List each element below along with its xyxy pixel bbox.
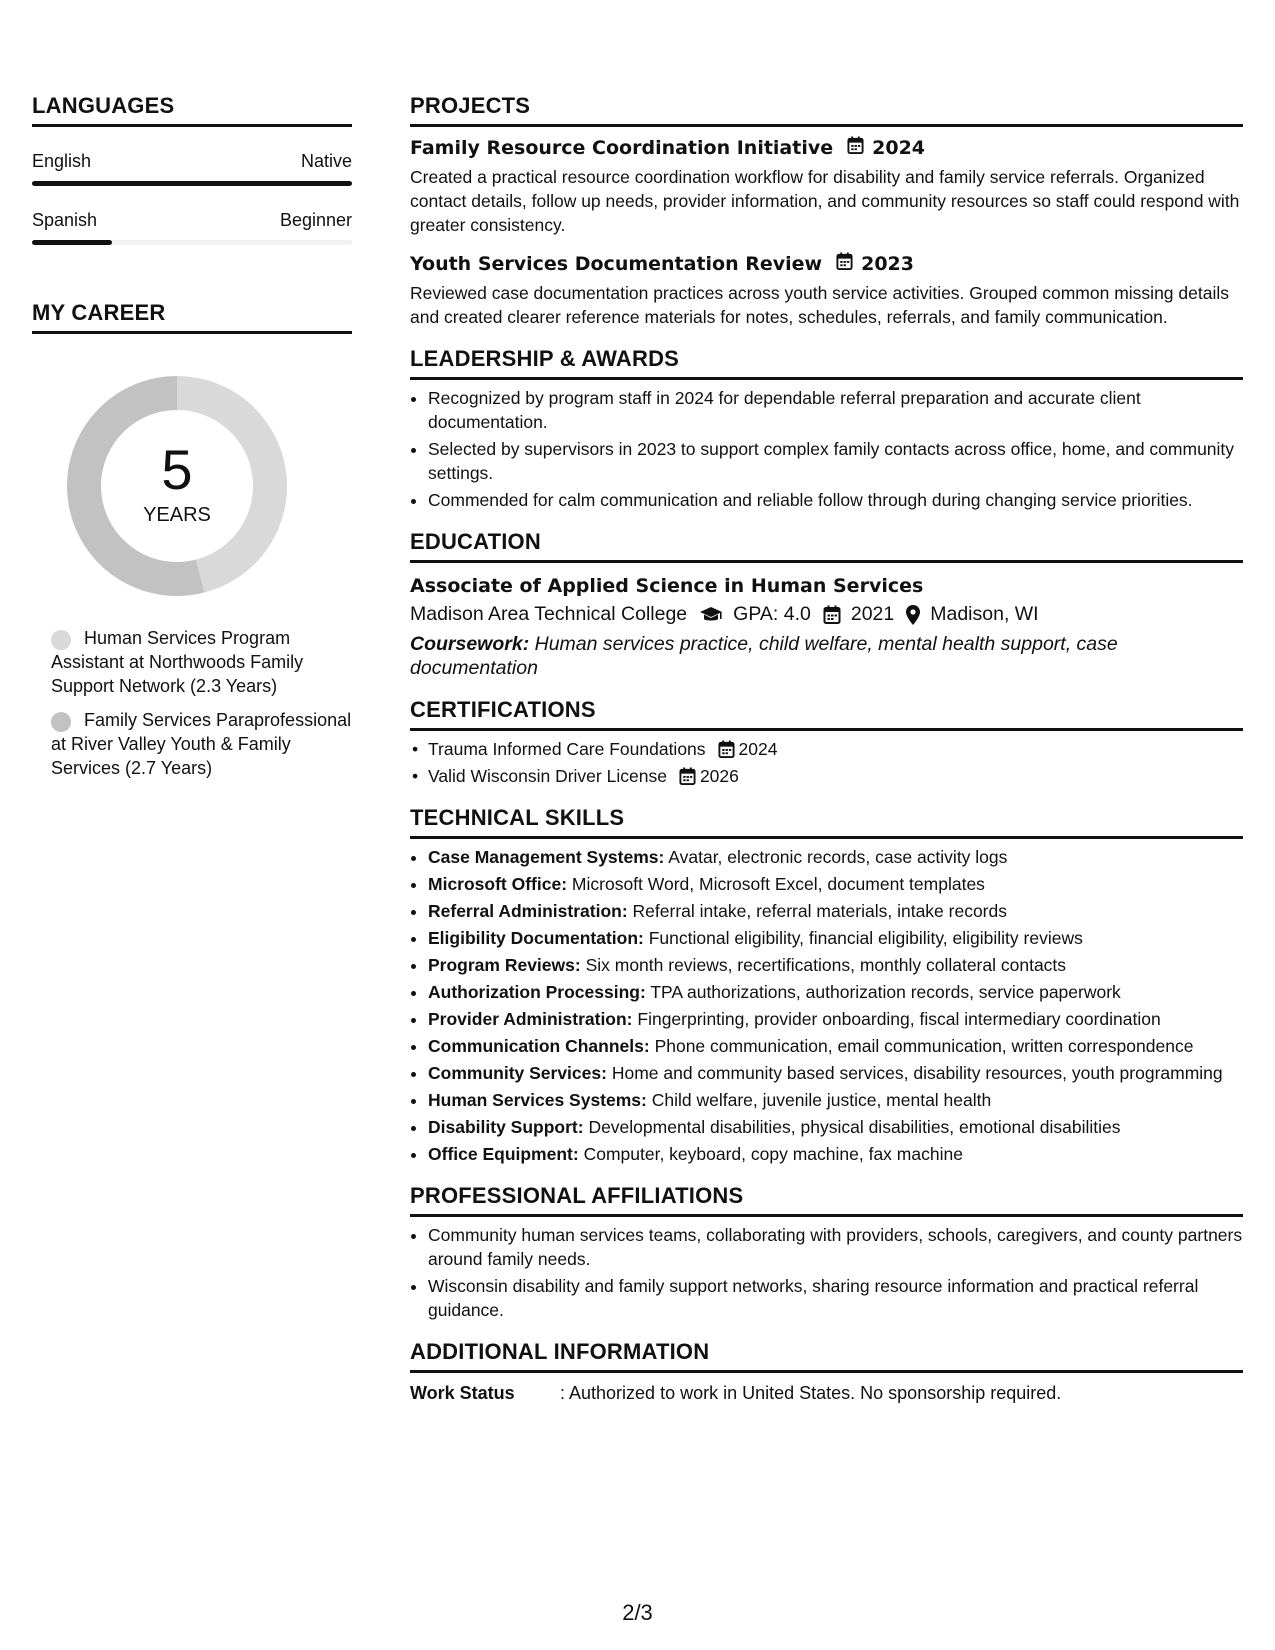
skill-item: [428, 1088, 1243, 1112]
career-legend-item: [51, 626, 352, 698]
language-name: English: [32, 151, 92, 171]
education-heading: EDUCATION: [410, 530, 1243, 563]
languages-heading: LANGUAGES: [32, 94, 352, 127]
skills-list: [410, 845, 1243, 1166]
career-legend-label: Human Services Program Assistant at Northwoods Family Support Network (2.3 Years): [51, 628, 304, 696]
certification-year: 2026: [699, 766, 739, 786]
skill-values: Fingerprinting, provider onboarding, fiscal intermediary coordination: [637, 1009, 1161, 1029]
skill-item: [428, 980, 1243, 1004]
calendar-icon: [836, 251, 853, 277]
calendar-icon: [847, 135, 864, 161]
skill-category: Eligibility Documentation:: [428, 928, 644, 948]
skill-values: Computer, keyboard, copy machine, fax machine: [583, 1144, 963, 1164]
language-name: Spanish: [32, 210, 98, 230]
language-proficiency-bar: [32, 181, 352, 186]
coursework: [410, 632, 1243, 680]
language-proficiency-bar: [32, 240, 352, 245]
leadership-list: [410, 386, 1243, 512]
skill-item: [428, 1115, 1243, 1139]
languages-list: [32, 151, 352, 245]
calendar-icon: [679, 767, 696, 785]
education-details: [410, 603, 1243, 626]
certifications-heading: CERTIFICATIONS: [410, 698, 1243, 731]
career-legend-label: Family Services Paraprofessional at River Valley Youth & Family Services (2.7 Years): [51, 710, 352, 778]
skill-item: [428, 1007, 1243, 1031]
left-column: [32, 94, 352, 780]
leadership-item: • Commended for calm communication and reliable follow through during changing service priorities.: [428, 488, 1243, 512]
right-column: [410, 94, 1243, 1404]
projects-heading: PROJECTS: [410, 94, 1243, 127]
project-title-row: [410, 251, 1243, 277]
skill-category: Human Services Systems:: [428, 1090, 647, 1110]
skill-item: [428, 1142, 1243, 1166]
career-total-unit: YEARS: [143, 504, 211, 526]
certification-name: • Trauma Informed Care Foundations: [428, 739, 706, 759]
skill-values: Functional eligibility, financial eligibility, eligibility reviews: [648, 928, 1083, 948]
career-legend-item: [51, 708, 352, 780]
skill-values: Referral intake, referral materials, intake records: [632, 901, 1007, 921]
page-number: 2/3: [622, 1600, 653, 1625]
skill-values: Phone communication, email communication, written correspondence: [654, 1036, 1194, 1056]
language-proficiency-fill: [32, 240, 112, 245]
education-location: Madison, WI: [930, 603, 1039, 625]
skill-category: Authorization Processing:: [428, 982, 646, 1002]
graduation-cap-icon: [699, 606, 723, 624]
coursework-text: Human services practice, child welfare, mental health support, case documentation: [410, 633, 1118, 679]
coursework-label: Coursework:: [410, 633, 530, 655]
certification-item: [428, 764, 1243, 788]
project-description: Reviewed case documentation practices across youth service activities. Grouped common missing details and created clearer reference materials for notes, schedules, referrals, and family communication.: [410, 283, 1229, 327]
skill-category: Referral Administration:: [428, 901, 628, 921]
project-year: 2024: [872, 137, 926, 159]
skill-item: [428, 1034, 1243, 1058]
skill-item: [428, 899, 1243, 923]
project-title-row: [410, 135, 1243, 161]
affiliations-list: [410, 1223, 1243, 1322]
language-row: [32, 151, 352, 171]
skill-item: [428, 872, 1243, 896]
skill-item: [428, 926, 1243, 950]
degree-title: Associate of Applied Science in Human Services: [410, 575, 924, 597]
skill-values: Developmental disabilities, physical disabilities, emotional disabilities: [588, 1117, 1121, 1137]
work-status-row: [410, 1383, 1243, 1404]
project-name: Youth Services Documentation Review: [410, 253, 823, 275]
language-proficiency-fill: [32, 181, 352, 186]
projects-list: [410, 135, 1243, 329]
project-description: Created a practical resource coordination workflow for disability and family service referrals. Organized contact details, follow up needs, provider information, and community resources so staff could respond with greater consistency.: [410, 167, 1240, 235]
additional-heading: ADDITIONAL INFORMATION: [410, 1340, 1243, 1373]
school-name: Madison Area Technical College: [410, 603, 688, 625]
project-name: Family Resource Coordination Initiative: [410, 137, 834, 159]
skills-heading: TECHNICAL SKILLS: [410, 806, 1243, 839]
skill-category: Office Equipment:: [428, 1144, 579, 1164]
legend-dot: [51, 712, 71, 732]
skill-item: [428, 953, 1243, 977]
affiliations-heading: PROFESSIONAL AFFILIATIONS: [410, 1184, 1243, 1217]
certification-item: [428, 737, 1243, 761]
calendar-icon: [823, 605, 841, 624]
affiliation-item: • Community human services teams, collaborating with providers, schools, caregivers, and county partners around family needs.: [428, 1223, 1243, 1271]
legend-dot: [51, 630, 71, 650]
career-heading: MY CAREER: [32, 301, 352, 334]
certification-year: 2024: [738, 739, 778, 759]
leadership-item: • Selected by supervisors in 2023 to support complex family contacts across office, home, and community settings.: [428, 437, 1243, 485]
calendar-icon: [718, 740, 735, 758]
skill-values: Child welfare, juvenile justice, mental health: [651, 1090, 992, 1110]
skill-category: Disability Support:: [428, 1117, 584, 1137]
skill-values: Home and community based services, disability resources, youth programming: [611, 1063, 1223, 1083]
career-donut-chart: [32, 356, 352, 616]
language-level: Native: [300, 151, 352, 171]
skill-category: Communication Channels:: [428, 1036, 650, 1056]
project-year: 2023: [861, 253, 914, 275]
skill-values: Avatar, electronic records, case activity logs: [668, 847, 1008, 867]
skill-item: [428, 845, 1243, 869]
language-row: [32, 210, 352, 230]
skill-category: Microsoft Office:: [428, 874, 568, 894]
leadership-item: • Recognized by program staff in 2024 for dependable referral preparation and accurate client documentation.: [428, 386, 1243, 434]
graduation-year: 2021: [850, 603, 895, 625]
skill-category: Case Management Systems:: [428, 847, 665, 867]
skill-category: Provider Administration:: [428, 1009, 633, 1029]
skill-values: Microsoft Word, Microsoft Excel, document templates: [571, 874, 985, 894]
language-level: Beginner: [279, 210, 352, 230]
skill-category: Program Reviews:: [428, 955, 581, 975]
skill-category: Community Services:: [428, 1063, 607, 1083]
skill-values: Six month reviews, recertifications, monthly collateral contacts: [585, 955, 1067, 975]
certification-name: • Valid Wisconsin Driver License: [428, 766, 667, 786]
map-pin-icon: [906, 605, 920, 625]
career-total-number: 5: [161, 438, 193, 501]
affiliation-item: • Wisconsin disability and family support networks, sharing resource information and practical referral guidance.: [428, 1274, 1243, 1322]
work-status-value: : Authorized to work in United States. No sponsorship required.: [560, 1383, 1062, 1403]
gpa: GPA: 4.0: [733, 603, 811, 625]
career-legend: [32, 626, 352, 780]
skill-values: TPA authorizations, authorization records, service paperwork: [650, 982, 1121, 1002]
career-section: [32, 301, 352, 780]
certifications-list: [410, 737, 1243, 788]
work-status-label: Work Status: [410, 1383, 515, 1403]
leadership-heading: LEADERSHIP & AWARDS: [410, 347, 1243, 380]
skill-item: [428, 1061, 1243, 1085]
